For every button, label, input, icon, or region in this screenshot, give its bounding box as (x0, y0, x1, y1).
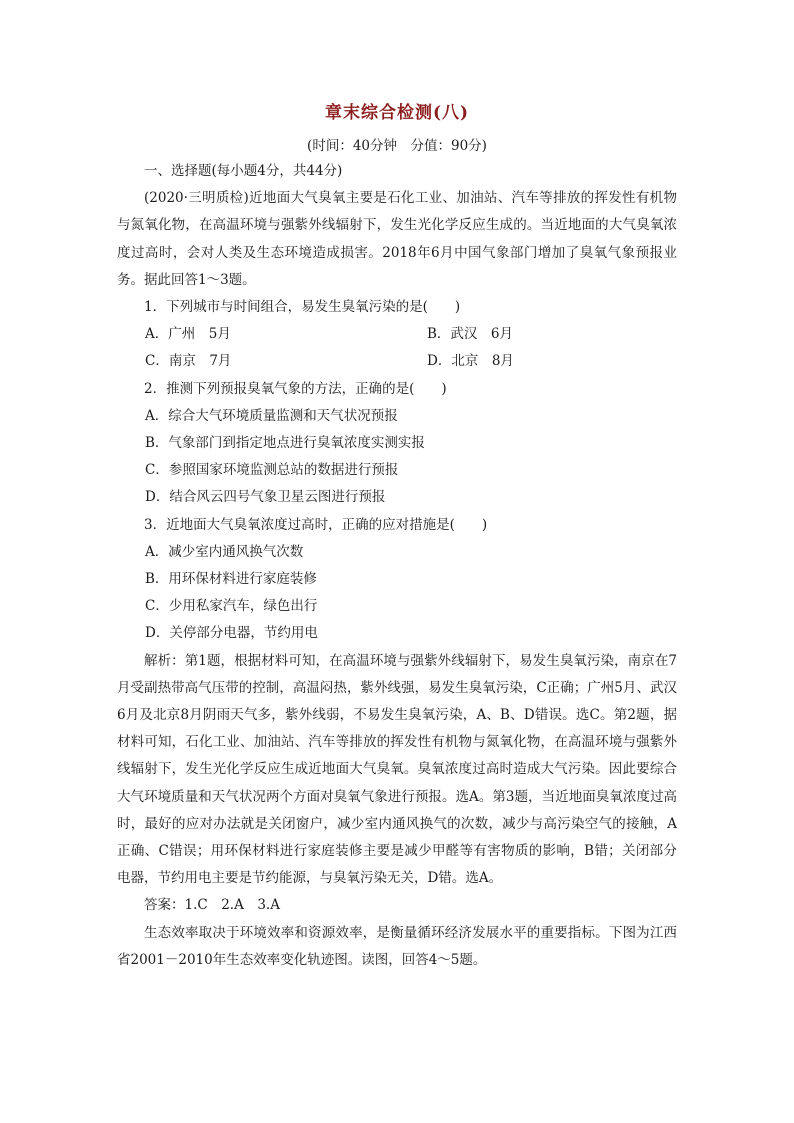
material-paragraph-2: 生态效率取决于环境效率和资源效率，是衡量循环经济发展水平的重要指标。下图为江西省2001－2010年生态效率变化轨迹图。读图，回答4～5题。 (117, 924, 677, 968)
analysis-paragraph: 解析：第1题，根据材料可知，在高温环境与强紫外线辐射下，易发生臭氧污染，南京在7月受副热带高气压带的控制，高温闷热，紫外线强，易发生臭氧污染，C正确；广州5月、武汉6月及北京8月阴雨天气多，紫外线弱，不易发生臭氧污染，A、B、D错误。选C。第2题，据材料可知，石化工业、加油站、汽车等排放的挥发性有机物与氮氧化物，在高温环境与强紫外线辐射下，发生光化学反应生成近地面大气臭氧。臭氧浓度过高时造成大气污染。因此要综合大气环境质量和天气状况两个方面对臭氧气象进行预报。选A。第3题，当近地面臭氧浓度过高时，最好的应对办法就是关闭窗户，减少室内通风换气的次数，减少与高污染空气的接触，A正确、C错误；用环保材料进行家庭装修主要是减少甲醛等有害物质的影响，B错；关闭部分电器，节约用电主要是节约能源，与臭氧污染无关，D错。选A。 (117, 652, 677, 887)
question-1-option-c: C．南京 7月 (145, 353, 232, 370)
question-1-options-row-2 (117, 348, 677, 375)
question-2-option-d: D．结合风云四号气象卫星云图进行预报 (145, 489, 386, 506)
question-2-option-a: A．综合大气环境质量监测和天气状况预报 (145, 407, 398, 424)
question-3-option-c: C．少用私家汽车，绿色出行 (145, 598, 318, 615)
question-3-stem: 3．近地面大气臭氧浓度过高时，正确的应对措施是( ) (144, 516, 488, 533)
question-3-option-d: D．关停部分电器，节约用电 (145, 625, 318, 642)
section-heading: 一、选择题(每小题4分，共44分) (144, 163, 343, 179)
question-3-option-a: A．减少室内通风换气次数 (145, 543, 304, 560)
question-1-options-row-1 (117, 321, 677, 348)
question-1-stem: 1．下列城市与时间组合，易发生臭氧污染的是( ) (144, 299, 461, 316)
question-3-option-b: B．用环保材料进行家庭装修 (145, 571, 317, 588)
page-title: 章末综合检测(八) (324, 103, 470, 123)
answer-line: 答案：1.C 2.A 3.A (144, 897, 280, 914)
question-1-option-a: A．广州 5月 (145, 326, 231, 343)
question-2-stem: 2．推测下列预报臭氧气象的方法，正确的是( ) (144, 380, 447, 397)
page-subtitle: (时间：40分钟 分值：90分) (307, 138, 487, 154)
document-body (117, 158, 677, 974)
question-2-option-c: C．参照国家环境监测总站的数据进行预报 (145, 462, 399, 479)
question-1-option-d: D．北京 8月 (427, 353, 514, 370)
question-1-option-b: B．武汉 6月 (427, 326, 514, 343)
material-paragraph: (2020·三明质检)近地面大气臭氧主要是石化工业、加油站、汽车等排放的挥发性有机物与氮氧化物，在高温环境与强紫外线辐射下，发生光化学反应生成的。当近地面的大气臭氧浓度过高时，会对人类及生态环境造成损害。2018年6月中国气象部门增加了臭氧气象预报业务。据此回答1～3题。 (117, 190, 677, 288)
question-2-option-b: B．气象部门到指定地点进行臭氧浓度实测实报 (145, 435, 425, 452)
